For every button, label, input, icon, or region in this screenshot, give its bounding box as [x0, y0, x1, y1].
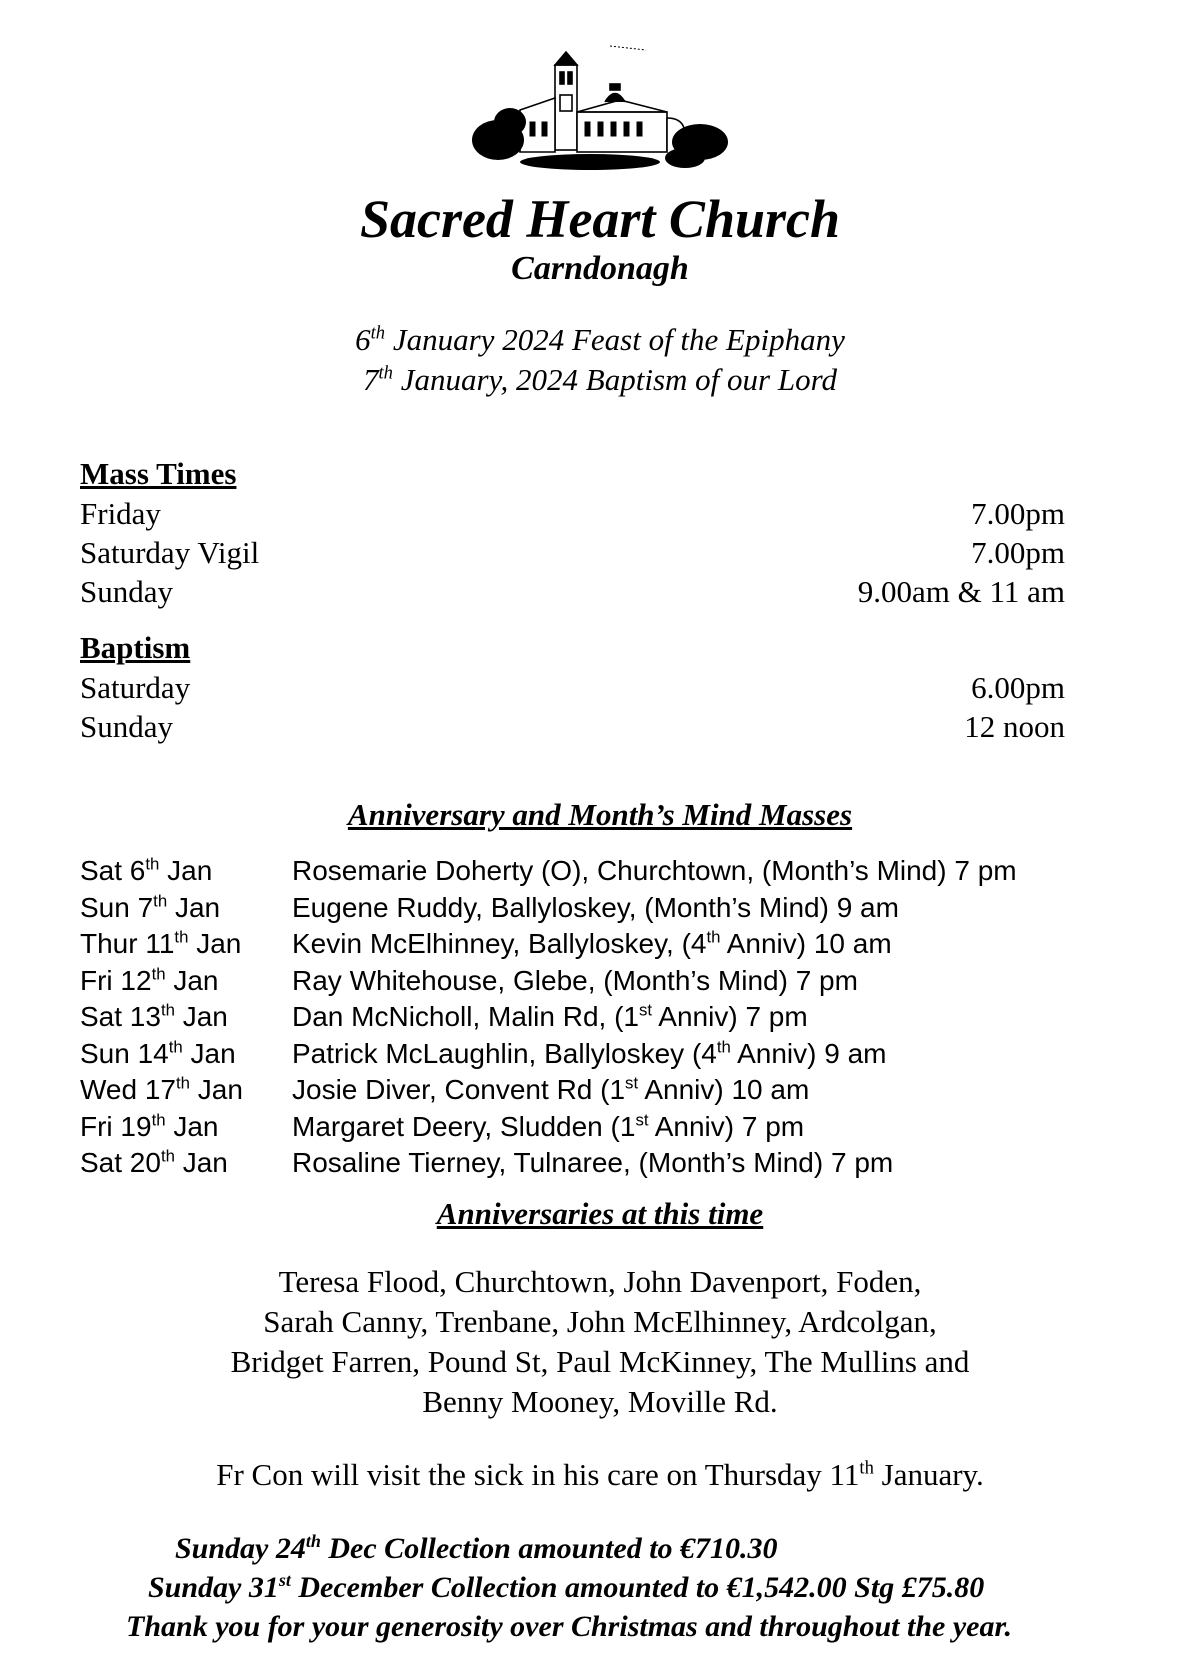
anniversary-mass-date: Sat 13th Jan: [80, 1000, 228, 1032]
anniversary-mass-row: [80, 1147, 1140, 1179]
anniversary-mass-details: Patrick McLaughlin, Ballyloskey (4th Anniv) 9 am: [292, 1037, 887, 1069]
anniversary-mass-details: Rosemarie Doherty (O), Churchtown, (Month’s Mind) 7 pm: [292, 855, 1017, 886]
date-line-baptism: 7th January, 2024 Baptism of our Lord: [362, 362, 838, 397]
anniversary-mass-details: Rosaline Tierney, Tulnaree, (Month’s Mind) 7 pm: [292, 1147, 894, 1178]
mass-times-heading: Mass Times: [80, 456, 237, 491]
church-title: Sacred Heart Church: [359, 189, 841, 249]
mass-time-row: Saturday Vigil 7.00pm: [80, 535, 1065, 570]
thank-you-line: Thank you for your generosity over Christmas and throughout the year.: [126, 1610, 1012, 1643]
anniversaries-line: Teresa Flood, Churchtown, John Davenport, Foden,: [278, 1264, 922, 1299]
anniversaries-line: Bridget Farren, Pound St, Paul McKinney, The Mullins and: [230, 1344, 970, 1379]
collection-line: Sunday 31st December Collection amounted to €1,542.00 Stg £75.80: [148, 1570, 985, 1604]
anniversary-mass-row: [80, 1074, 1140, 1106]
anniversaries-heading: Anniversaries at this time: [436, 1196, 764, 1231]
anniversary-mass-details: Eugene Ruddy, Ballyloskey, (Month’s Mind) 9 am: [292, 891, 899, 923]
anniversaries-line: Benny Mooney, Moville Rd.: [422, 1384, 778, 1419]
anniversary-mass-date: Sat 20th Jan: [80, 1146, 228, 1178]
sick-visit-notice: Fr Con will visit the sick in his care on Thursday 11th January.: [216, 1457, 984, 1492]
anniversaries-line: Sarah Canny, Trenbane, John McElhinney, Ardcolgan,: [263, 1304, 937, 1339]
anniversary-mass-row: [80, 1111, 1140, 1143]
anniversary-mass-row: [80, 1038, 1140, 1070]
anniversary-mass-row: [80, 1001, 1140, 1033]
baptism-heading: Baptism: [80, 630, 191, 665]
anniversary-mass-details: Ray Whitehouse, Glebe, (Month’s Mind) 7 pm: [292, 964, 858, 996]
anniversary-masses-heading: Anniversary and Month’s Mind Masses: [347, 797, 853, 832]
church-illustration: [470, 40, 730, 180]
date-line-epiphany: 6th January 2024 Feast of the Epiphany: [355, 322, 845, 357]
anniversary-mass-date: Sun 14th Jan: [80, 1037, 236, 1069]
anniversary-mass-row: [80, 855, 1140, 887]
collection-line: Sunday 24th Dec Collection amounted to €710.30: [175, 1531, 778, 1565]
anniversary-mass-date: Sun 7th Jan: [80, 891, 221, 923]
baptism-row: Saturday 6.00pm: [80, 670, 1065, 705]
anniversary-mass-details: Josie Diver, Convent Rd (1st Anniv) 10 am: [292, 1073, 810, 1105]
anniversary-mass-row: [80, 928, 1140, 960]
anniversaries-names: [0, 1262, 1200, 1422]
anniversary-mass-row: [80, 965, 1140, 997]
anniversary-mass-details: Kevin McElhinney, Ballyloskey, (4th Anniv) 10 am: [292, 927, 892, 959]
mass-time-row: Sunday 9.00am & 11 am: [80, 574, 1065, 609]
baptism-row: Sunday 12 noon: [80, 709, 1065, 744]
mass-time-row: Friday 7.00pm: [80, 496, 1065, 531]
anniversary-mass-date: Fri 12th Jan: [80, 964, 219, 996]
anniversary-mass-date: Thur 11th Jan: [80, 927, 242, 959]
anniversary-mass-details: Margaret Deery, Sludden (1st Anniv) 7 pm: [292, 1110, 805, 1142]
church-location: Carndonagh: [511, 250, 689, 287]
anniversary-mass-details: Dan McNicholl, Malin Rd, (1st Anniv) 7 pm: [292, 1000, 808, 1032]
anniversary-mass-row: [80, 892, 1140, 924]
anniversary-mass-date: Sat 6th Jan: [80, 854, 213, 886]
anniversary-mass-date: Wed 17th Jan: [80, 1073, 243, 1105]
anniversary-mass-date: Fri 19th Jan: [80, 1110, 219, 1142]
